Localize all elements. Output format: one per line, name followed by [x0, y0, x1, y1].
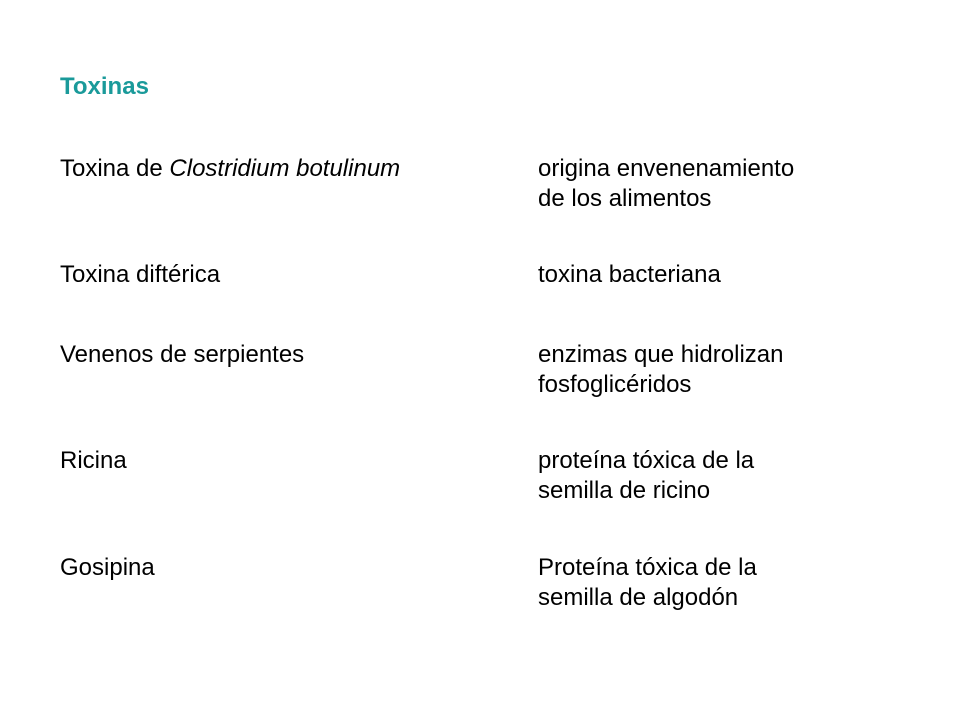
- toxin-description-line: Proteína tóxica de la: [538, 554, 757, 581]
- toxin-description-line: semilla de algodón: [538, 584, 739, 611]
- toxin-description: [538, 260, 918, 290]
- toxin-name: Ricina: [60, 447, 127, 474]
- toxin-name: Venenos de serpientes: [60, 341, 305, 368]
- toxin-name-species: Clostridium botulinum: [169, 155, 401, 182]
- toxin-name: Toxina diftérica: [60, 261, 221, 288]
- toxin-description: [538, 446, 918, 506]
- toxin-name: [60, 154, 400, 184]
- toxin-description-line: origina envenenamiento: [538, 155, 795, 182]
- toxin-description-line: semilla de ricino: [538, 477, 711, 504]
- toxin-description-line: enzimas que hidrolizan: [538, 341, 784, 368]
- toxin-description-line: proteína tóxica de la: [538, 447, 755, 474]
- toxin-name: Gosipina: [60, 554, 155, 581]
- toxin-description: [538, 553, 918, 613]
- toxin-description: [538, 340, 918, 400]
- toxin-description-line: de los alimentos: [538, 185, 712, 212]
- slide-title: Toxinas: [60, 73, 149, 100]
- toxin-name-prefix: Toxina de: [60, 155, 170, 182]
- toxin-description-line: toxina bacteriana: [538, 261, 721, 288]
- toxin-description: [538, 154, 918, 214]
- toxin-description-line: fosfoglicéridos: [538, 371, 692, 398]
